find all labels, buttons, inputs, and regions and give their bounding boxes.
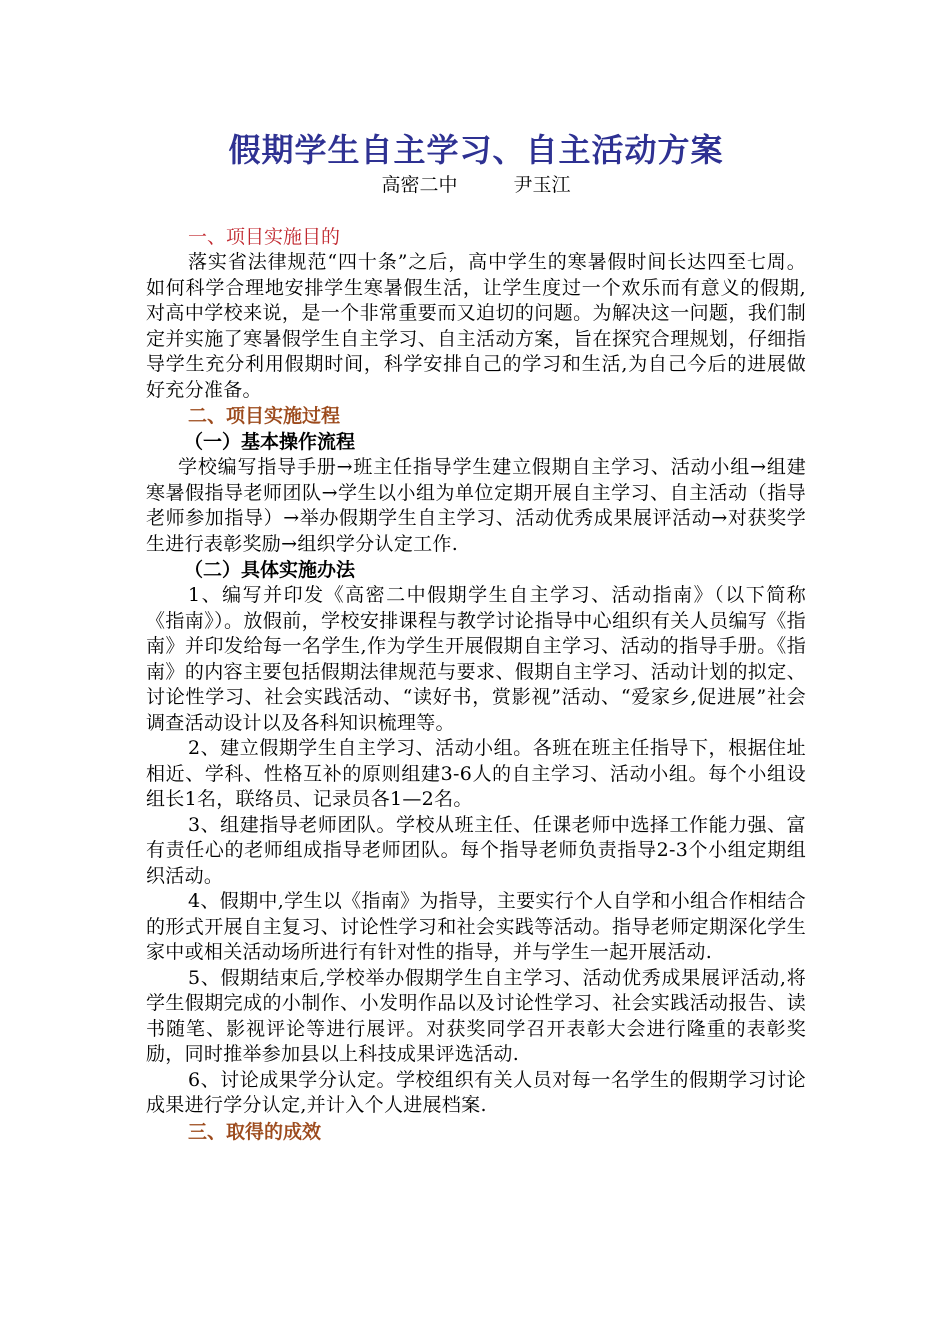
subsection-1-heading: （一）基本操作流程 [184, 431, 356, 453]
implementation-item-5: 5、假期结束后,学校举办假期学生自主学习、活动优秀成果展评活动,将学生假期完成的小制作、小发明作品以及讨论性学习、社会实践活动报告、读书随笔、影视评论等进行展评。对获奖同学召开表彰大会进行隆重的表彰奖励，同时推举参加县以上科技成果评选活动. [146, 966, 806, 1065]
implementation-item-4: 4、假期中,学生以《指南》为指导，主要实行个人自学和小组合作相结合的形式开展自主复习、讨论性学习和社会实践等活动。指导老师定期深化学生家中或相关活动场所进行有针对性的指导，并与学生一起开展活动. [146, 890, 806, 963]
implementation-item-2: 2、建立假期学生自主学习、活动小组。各班在班主任指导下，根据住址相近、学科、性格互补的原则组建3-6人的自主学习、活动小组。每个小组设组长1名，联络员、记录员各1—2名。 [146, 737, 806, 810]
section-3-heading: 三、取得的成效 [188, 1120, 322, 1143]
section-1-heading: 一、项目实施目的 [188, 226, 341, 248]
author-name: 尹玉江 [513, 174, 571, 196]
subsection-2-heading: （二）具体实施办法 [184, 559, 356, 581]
subsection-1-paragraph: 学校编写指导手册→班主任指导学生建立假期自主学习、活动小组→组建寒暑假指导老师团队→学生以小组为单位定期开展自主学习、自主活动（指导老师参加指导）→举办假期学生自主学习、活动优秀成果展评活动→对获奖学生进行表彰奖励→组织学分认定工作. [146, 456, 806, 555]
document-title: 假期学生自主学习、自主活动方案 [228, 131, 724, 169]
author-school: 高密二中 [381, 174, 458, 196]
implementation-item-1: 1、编写并印发《高密二中假期学生自主学习、活动指南》（以下简称《指南》）。放假前，学校安排课程与教学讨论指导中心组织有关人员编写《指南》并印发给每一名学生,作为学生开展假期自主学习、活动的指导手册。《指南》的内容主要包括假期法律规范与要求、假期自主学习、活动计划的拟定、讨论性学习、社会实践活动、“读好书，赏影视”活动、“爱家乡,促进展”社会调查活动设计以及各科知识梳理等。 [146, 584, 806, 734]
author-line [146, 172, 806, 198]
document-page [146, 128, 806, 1145]
implementation-item-6: 6、讨论成果学分认定。学校组织有关人员对每一名学生的假期学习讨论成果进行学分认定,并计入个人进展档案. [146, 1068, 806, 1116]
section-1-paragraph: 落实省法律规范“四十条”之后，高中学生的寒暑假时间长达四至七周。如何科学合理地安排学生寒暑假生活，让学生度过一个欢乐而有意义的假期,对高中学校来说，是一个非常重要而又迫切的问题。为解决这一问题，我们制定并实施了寒暑假学生自主学习、自主活动方案，旨在探究合理规划，仔细指导学生充分利用假期时间，科学安排自己的学习和生活,为自己今后的进展做好充分准备。 [146, 251, 806, 401]
implementation-item-3: 3、组建指导老师团队。学校从班主任、任课老师中选择工作能力强、富有责任心的老师组成指导老师团队。每个指导老师负责指导2-3个小组定期组织活动。 [146, 813, 806, 887]
section-2-heading: 二、项目实施过程 [188, 405, 341, 427]
